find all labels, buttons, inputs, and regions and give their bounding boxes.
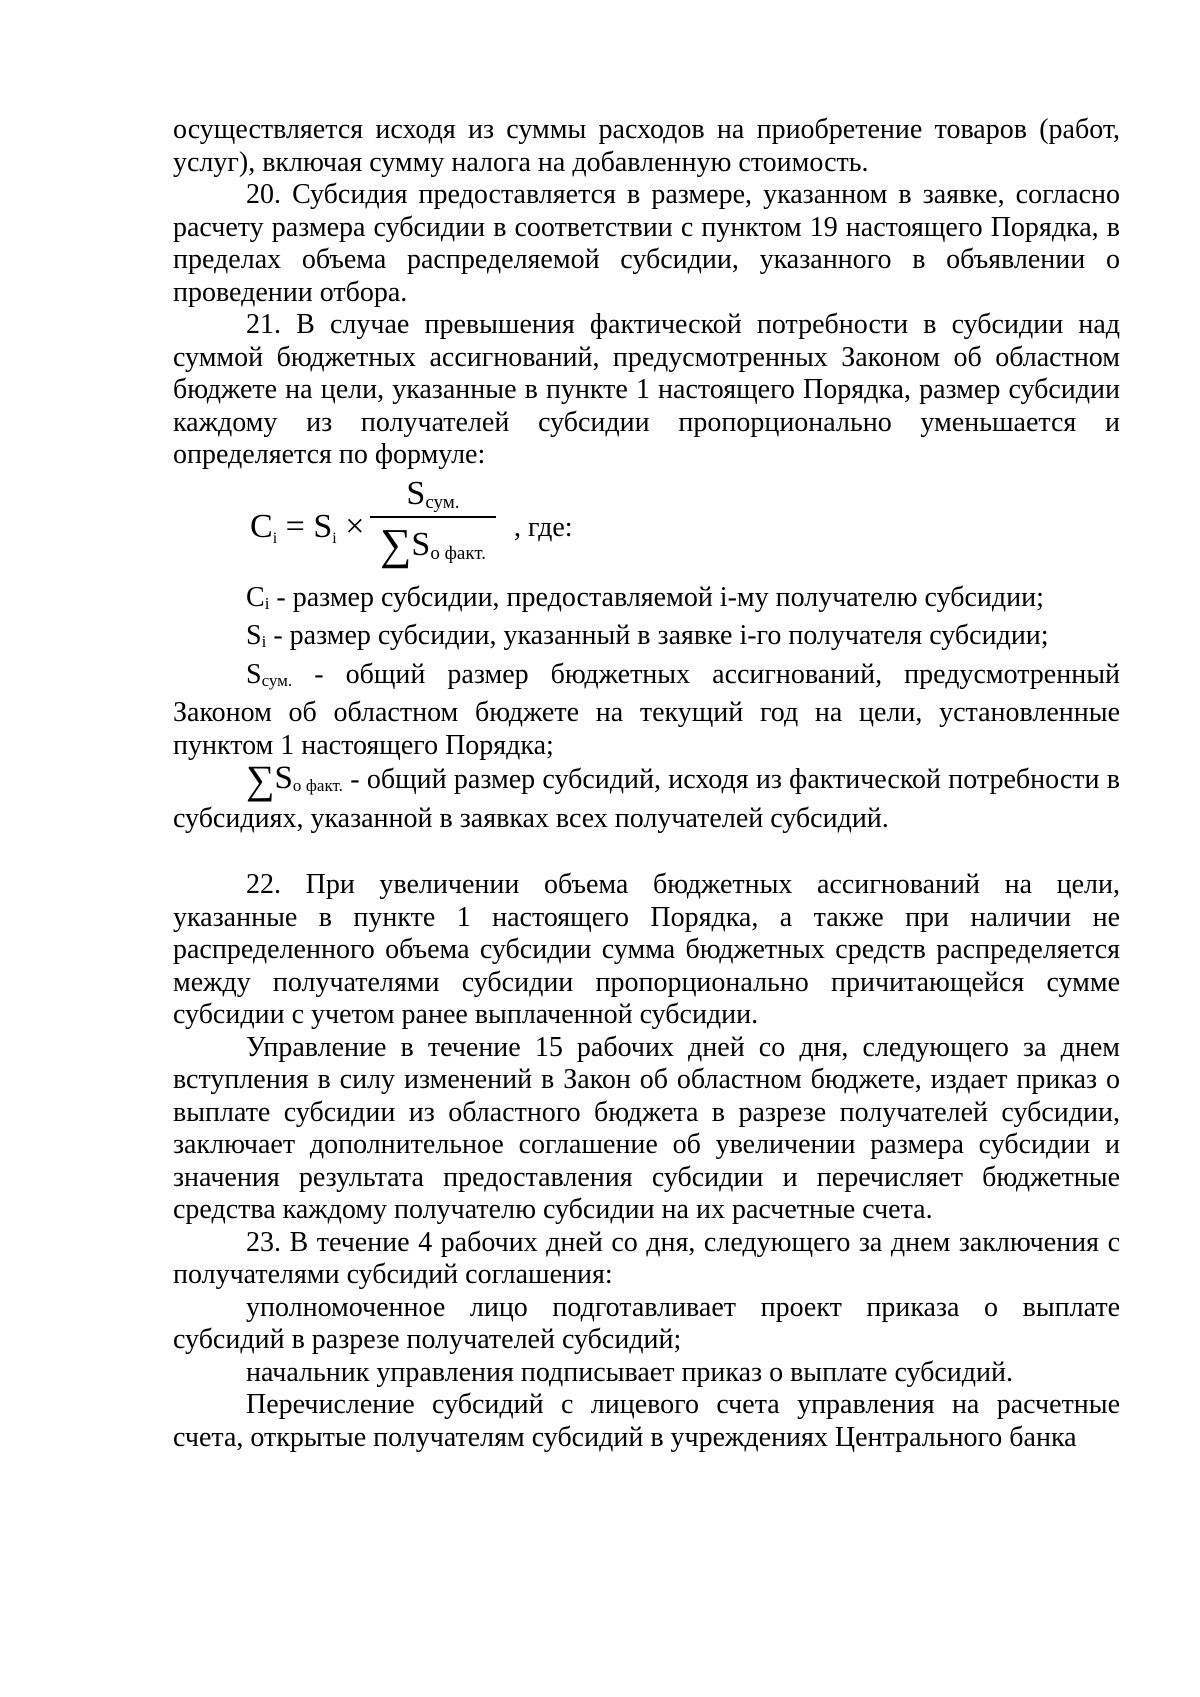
formula-denominator: $\sum S_{о факт.}$ xyxy=(380,519,486,569)
definition-sfact: ∑Sо факт. - общий размер субсидий, исходя из фактической потребности в субсидиях, указанной в заявках всех получателей субсидий. xyxy=(173,757,1121,834)
formula-numerator: $S_{сум.}$ xyxy=(406,474,460,513)
paragraph-23: 23. В течение 4 рабочих дней со дня, следующего за днем заключения с получателями субсидий соглашения: xyxy=(173,1226,1120,1290)
paragraph-22: 22. При увеличении объема бюджетных ассигнований на цели, указанные в пункте 1 настоящего Порядка, а также при наличии не распределенного объема субсидии сумма бюджетных средств распределяется между получателями субсидии пропорционально причитающейся сумме субсидии с учетом ранее выплаченной субсидии. xyxy=(173,869,1120,1030)
formula-lhs: Ci = Si × xyxy=(250,507,365,547)
sigma-symbol: ∑ xyxy=(246,757,275,802)
paragraph-20: 20. Субсидия предоставляется в размере, указанном в заявке, согласно расчету размера субсидии в соответствии с пунктом 19 настоящего Порядка, в пределах объема распределяемой субсидии, указанного в объявлении о проведении отбора. xyxy=(173,179,1120,308)
paragraph-23-transfer: Перечисление субсидий с лицевого счета управления на расчетные счета, открытые получателям субсидий в учреждениях Центрального банка xyxy=(173,1389,1120,1453)
definition-si: Si - размер субсидии, указанный в заявке i-го получателя субсидии; xyxy=(246,620,1049,651)
definition-ssum: Sсум. - общий размер бюджетных ассигнований, предусмотренный Законом об областном бюджете на текущий год на цели, установленные пунктом 1 настоящего Порядка; xyxy=(173,658,1120,761)
formula-tail: , где: xyxy=(514,511,573,543)
subsidy-formula xyxy=(250,472,1120,582)
sigma-symbol: ∑ xyxy=(380,519,412,569)
paragraph-continuation: осуществляется исходя из суммы расходов на приобретение товаров (работ, услуг), включая сумму налога на добавленную стоимость. xyxy=(173,114,1120,178)
paragraph-21: 21. В случае превышения фактической потребности в субсидии над суммой бюджетных ассигнований, предусмотренных Законом об областном бюджете на цели, указанные в пункте 1 настоящего Порядка, размер субсидии каждому из получателей субсидии пропорционально уменьшается и определяется по формуле: xyxy=(173,309,1120,470)
paragraph-22-continued: Управление в течение 15 рабочих дней со дня, следующего за днем вступления в силу изменений в Закон об областном бюджете, издает приказ о выплате субсидии из областного бюджета в разрезе получателей субсидии, заключает дополнительное соглашение об увеличении размера субсидии и значения результата предоставления субсидии и перечисляет бюджетные средства каждому получателю субсидии на их расчетные счета. xyxy=(173,1031,1120,1225)
definition-ci: Ci - размер субсидии, предоставляемой i-му получателю субсидии; xyxy=(246,581,1044,613)
formula-fraction xyxy=(370,472,496,568)
paragraph-23-item-1: уполномоченное лицо подготавливает проект приказа о выплате субсидий в разрезе получателей субсидий; xyxy=(173,1291,1120,1355)
paragraph-23-item-2: начальник управления подписывает приказ о выплате субсидий. xyxy=(246,1356,1014,1388)
